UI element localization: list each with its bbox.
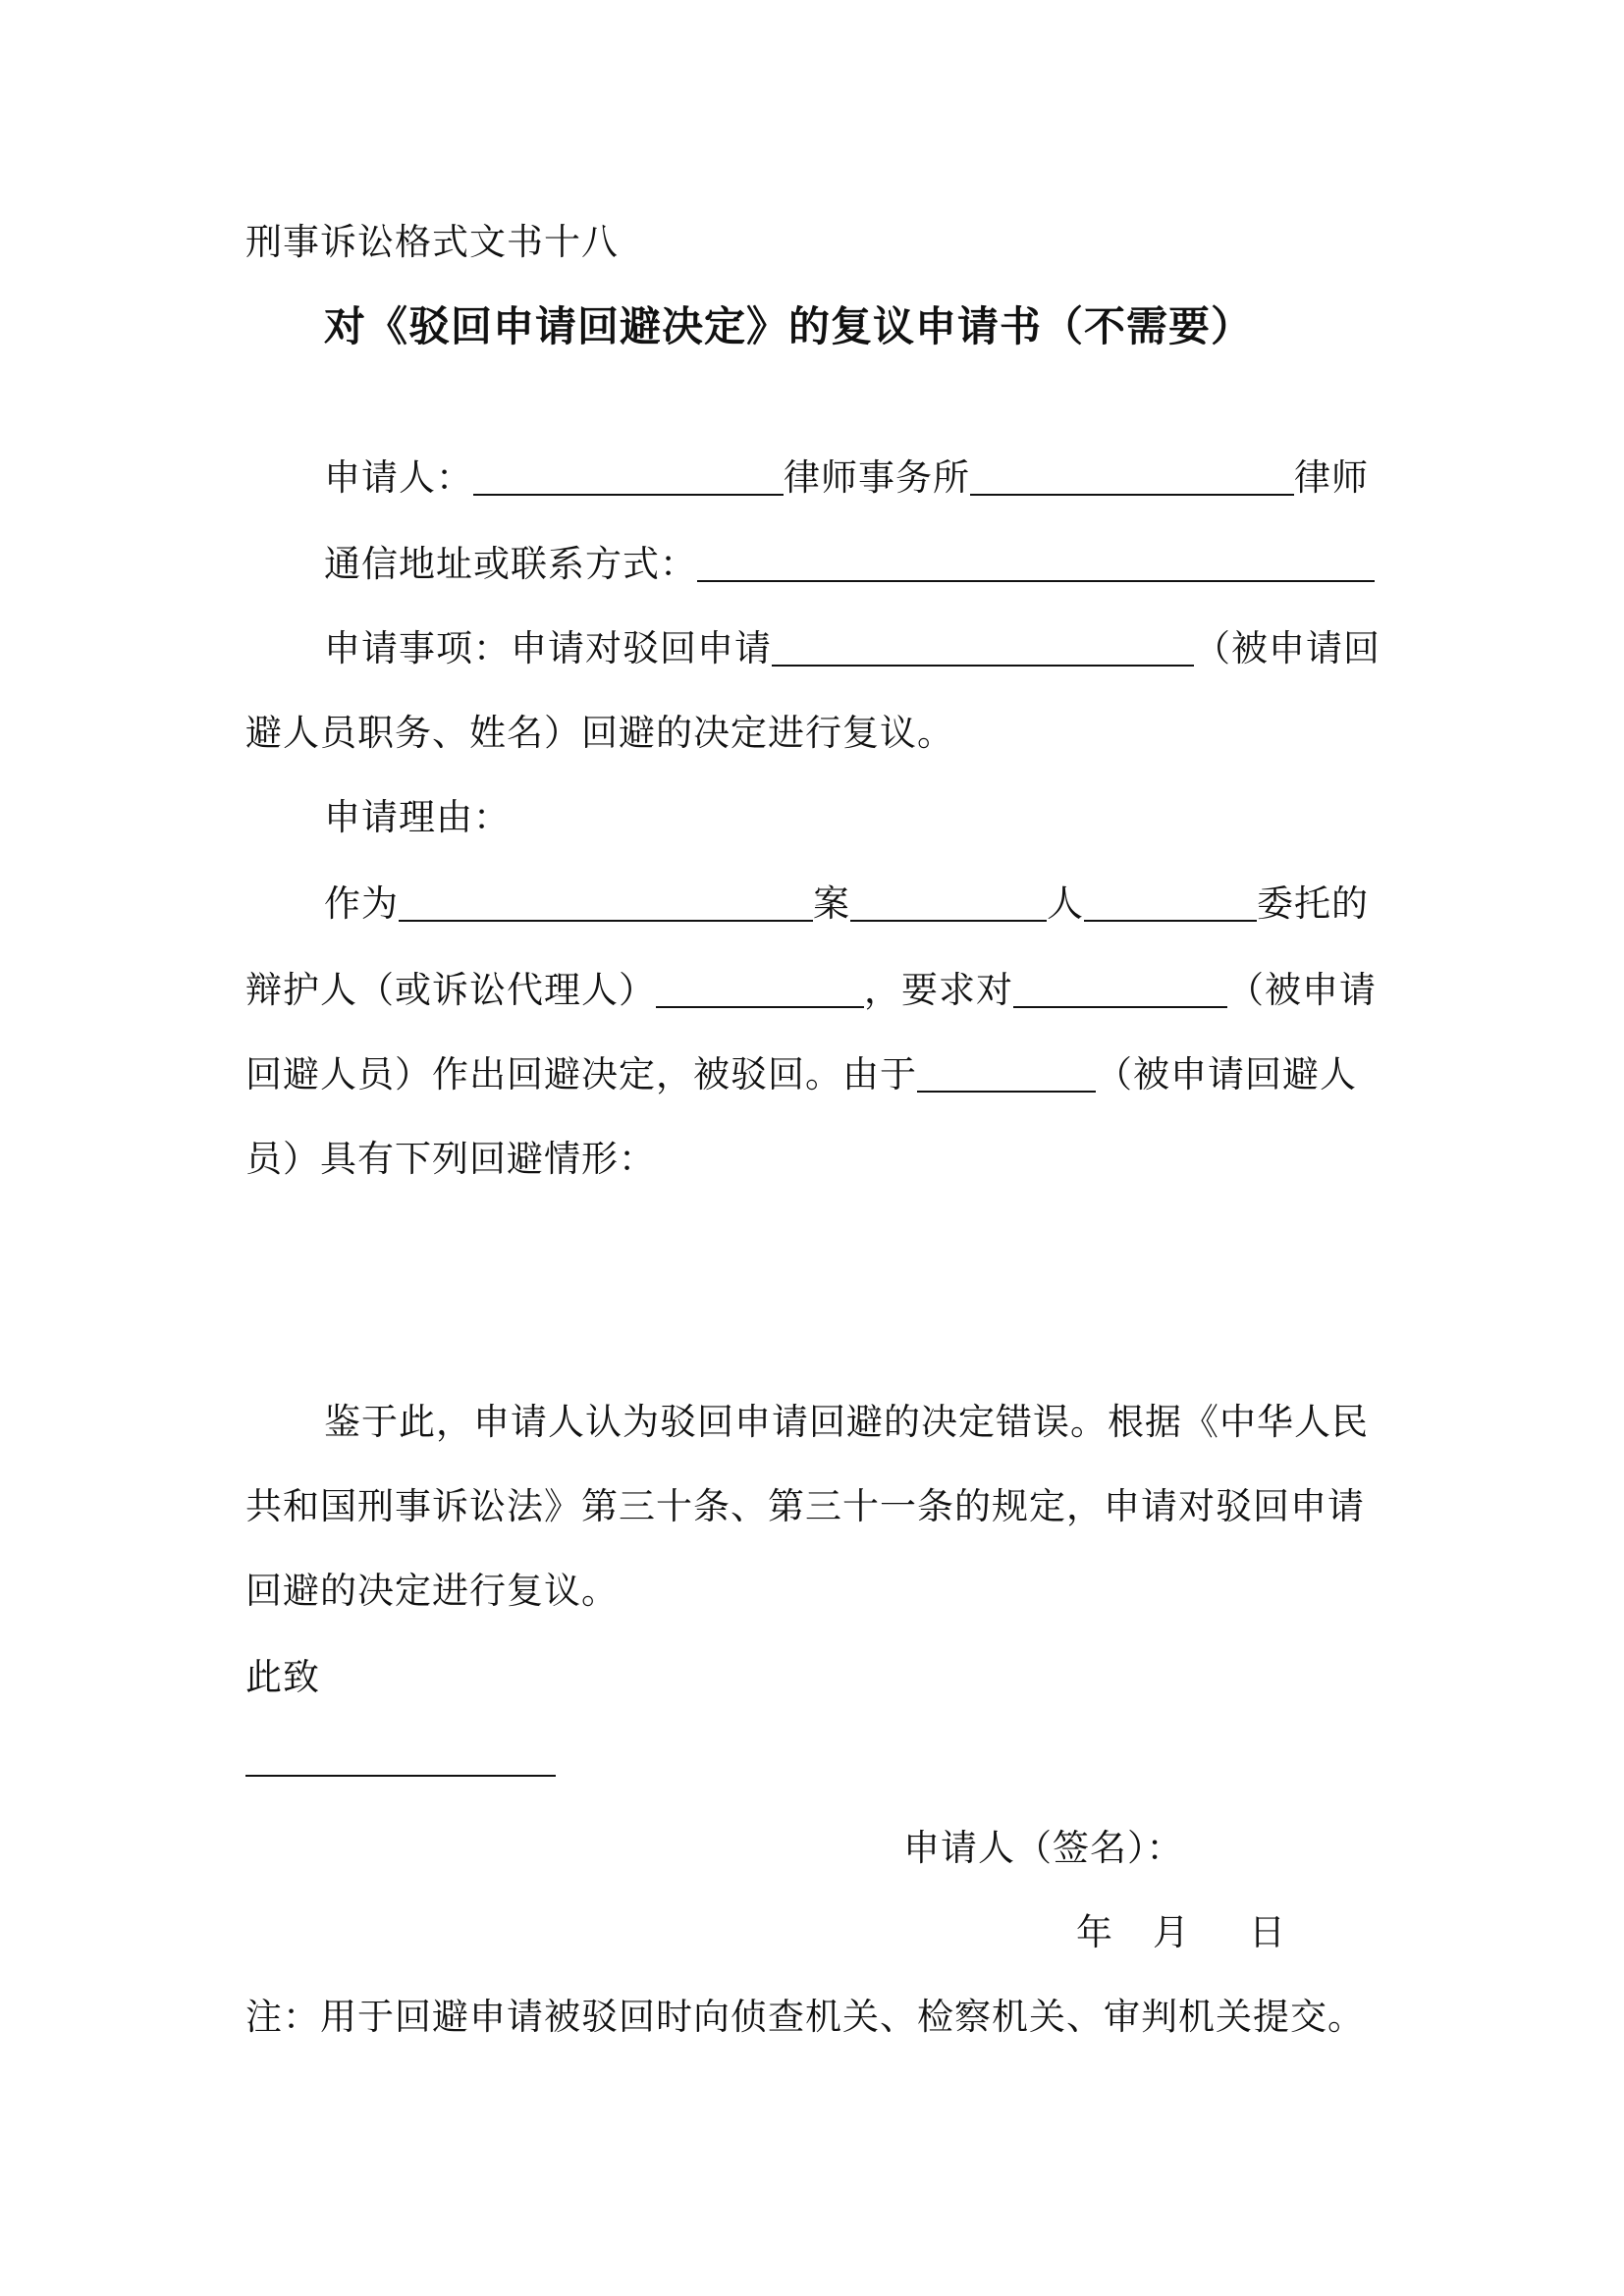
recused-suffix-2: （被申请回避人 [1096,1053,1357,1095]
conclusion-line-3: 回避的决定进行复议。 [245,1570,619,1612]
conclusion-line-1: 鉴于此，申请人认为驳回申请回避的决定错误。根据《中华人民 [324,1401,1369,1443]
lawyer-suffix: 律师 [1294,456,1369,499]
client-name-blank[interactable] [1084,882,1257,922]
contact-blank[interactable] [697,543,1375,582]
request-suffix: （被申请回 [1194,627,1380,669]
form-label: 刑事诉讼格式文书十八 [245,221,619,263]
recipient-blank[interactable] [245,1775,556,1777]
date-day: 日 [1249,1911,1286,1953]
reason-prefix: 作为 [324,882,399,925]
lawyer-name-blank[interactable] [970,456,1294,496]
reason-line-4: 员）具有下列回避情形： [245,1138,656,1180]
firm-suffix: 律师事务所 [784,456,970,499]
recused-person-blank[interactable] [917,1053,1096,1093]
reason-label: 申请理由： [324,796,511,838]
date-month: 月 [1153,1911,1190,1953]
reason-line-1 [324,880,1369,929]
reason-line-3 [245,1050,1357,1099]
reason-line-2 [245,966,1377,1015]
party-role-blank[interactable] [850,882,1047,922]
defender-name-blank[interactable] [656,969,864,1008]
document-title: 对《驳回申请回避决定》的复议申请书（不需要） [324,302,1254,350]
conclusion-line-2: 共和国刑事诉讼法》第三十条、第三十一条的规定，申请对驳回申请 [245,1485,1365,1527]
entrusted-word: 委托的 [1257,882,1369,925]
applicant-label: 申请人： [324,456,473,499]
applicant-name-blank[interactable] [473,456,784,496]
request-for-text: ，要求对 [864,969,1013,1011]
defender-text: 辩护人（或诉讼代理人） [245,969,656,1011]
rejected-text: 回避人员）作出回避决定，被驳回。由于 [245,1053,917,1095]
note: 注：用于回避申请被驳回时向侦查机关、检察机关、审判机关提交。 [245,1996,1365,2038]
request-line-2: 避人员职务、姓名）回避的决定进行复议。 [245,712,954,754]
person-word: 人 [1047,882,1084,925]
recused-suffix: （被申请 [1227,969,1377,1011]
request-label: 申请事项：申请对驳回申请 [324,627,772,669]
salutation: 此致 [245,1656,320,1698]
case-word: 案 [813,882,850,925]
applicant-line [324,454,1369,503]
request-line-1 [324,624,1380,673]
signature-label: 申请人（签名）： [903,1827,1184,1869]
recused-name-blank[interactable] [1013,969,1227,1008]
contact-label: 通信地址或联系方式： [324,543,697,585]
case-name-blank[interactable] [399,882,813,922]
contact-line [324,540,1375,589]
recusal-person-blank[interactable] [772,627,1194,667]
date-year: 年 [1076,1911,1113,1953]
